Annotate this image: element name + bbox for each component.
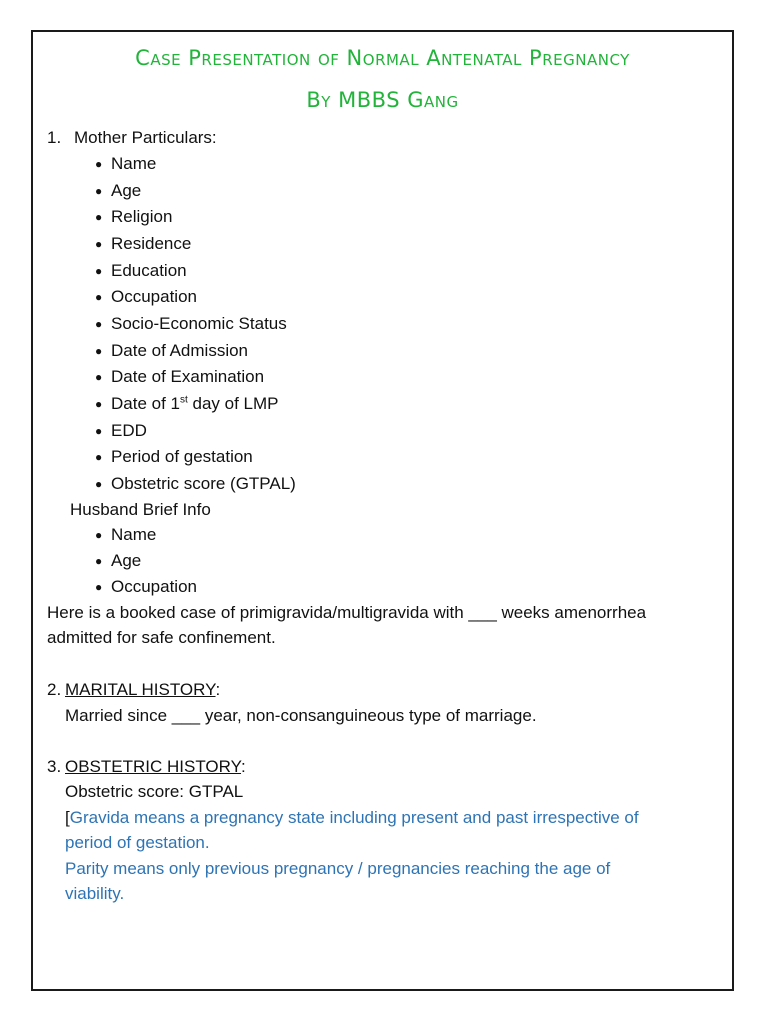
bullet-dot: ● xyxy=(95,554,103,568)
gravida-text: Gravida means a pregnancy state including present and past irrespective of xyxy=(69,808,639,827)
list-item: Socio-Economic Status xyxy=(111,314,287,333)
heading-colon: : xyxy=(215,680,221,699)
list-item: Name xyxy=(111,525,157,544)
bullet-dot: ● xyxy=(95,264,103,278)
bullet-dot: ● xyxy=(95,184,103,198)
section-1-heading: Mother Particulars: xyxy=(74,128,217,147)
bullet-dot: ● xyxy=(95,317,103,331)
marital-text: Married since ___ year, non-consanguineous type of marriage. xyxy=(65,706,537,725)
bullet-dot: ● xyxy=(95,580,103,594)
marital-history-heading: MARITAL HISTORY xyxy=(65,680,216,699)
list-item: Age xyxy=(111,181,142,200)
obstetric-history-heading: OBSTETRIC HISTORY xyxy=(65,757,242,776)
gravida-text-cont: period of gestation. xyxy=(65,833,210,852)
summary-line: admitted for safe confinement. xyxy=(47,628,276,647)
lmp-prefix: Date of 1 xyxy=(111,394,180,413)
open-bracket: [ xyxy=(65,808,70,827)
list-item: Religion xyxy=(111,207,173,226)
section-2-number: 2. xyxy=(47,680,62,699)
list-item: Date of Examination xyxy=(111,367,265,386)
bullet-dot: ● xyxy=(95,450,103,464)
parity-definition: Parity means only previous pregnancy / pregnancies reaching the age of xyxy=(65,859,611,878)
list-item: Name xyxy=(111,154,157,173)
bullet-dot: ● xyxy=(95,528,103,542)
heading-colon: : xyxy=(241,757,246,776)
bullet-dot: ● xyxy=(95,210,103,224)
list-item: Occupation xyxy=(111,577,197,596)
list-item: Age xyxy=(111,551,142,570)
section-3-number: 3. xyxy=(47,757,62,776)
list-item: Residence xyxy=(111,234,192,253)
list-item: Education xyxy=(111,261,187,280)
document-title: Case Presentation of Normal Antenatal Pregnancy xyxy=(135,46,630,70)
husband-heading: Husband Brief Info xyxy=(70,500,211,519)
bullet-dot: ● xyxy=(95,237,103,251)
section-3-heading xyxy=(65,757,246,777)
document-subtitle: By MBBS Gang xyxy=(306,88,459,112)
section-2-heading xyxy=(65,680,220,700)
parity-text-cont: viability. xyxy=(65,884,125,903)
summary-line: Here is a booked case of primigravida/multigravida with ___ weeks amenorrhea xyxy=(47,603,647,622)
list-item: Obstetric score (GTPAL) xyxy=(111,474,296,493)
list-item: EDD xyxy=(111,421,147,440)
list-item: Occupation xyxy=(111,287,197,306)
gravida-definition xyxy=(65,808,639,828)
list-item-lmp xyxy=(111,394,279,414)
lmp-suffix: day of LMP xyxy=(187,394,279,413)
section-1-number: 1. xyxy=(47,128,62,147)
bullet-dot: ● xyxy=(95,157,103,171)
bullet-dot: ● xyxy=(95,477,103,491)
bullet-dot: ● xyxy=(95,397,103,411)
obstetric-score: Obstetric score: GTPAL xyxy=(65,782,244,801)
lmp-superscript: st xyxy=(180,394,188,406)
bullet-dot: ● xyxy=(95,370,103,384)
list-item: Period of gestation xyxy=(111,447,253,466)
list-item: Date of Admission xyxy=(111,341,249,360)
bullet-dot: ● xyxy=(95,424,103,438)
bullet-dot: ● xyxy=(95,290,103,304)
bullet-dot: ● xyxy=(95,344,103,358)
